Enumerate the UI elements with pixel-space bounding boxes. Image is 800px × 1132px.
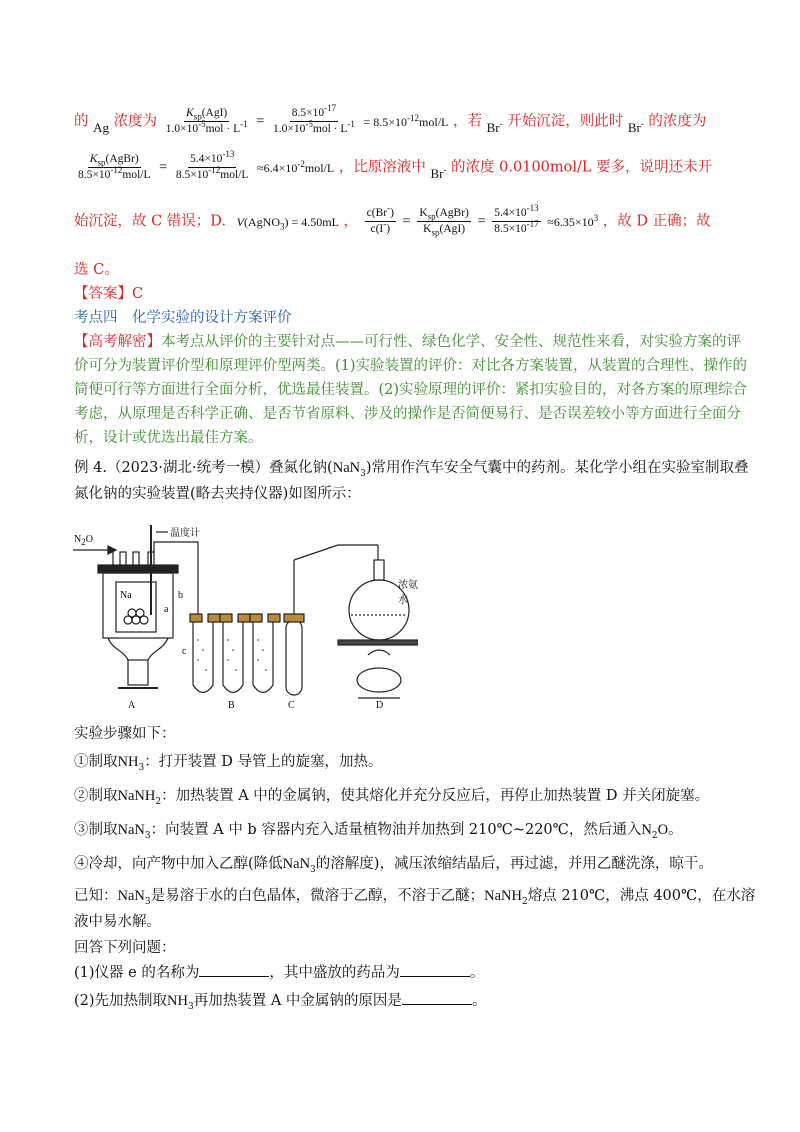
text: ，若: [452, 113, 482, 130]
example-line-2: 氮化钠的实验装置(略去夹持仪器)如图所示：: [74, 486, 361, 502]
formula: NaNH: [117, 788, 156, 804]
text: (AgNO: [243, 214, 280, 229]
formula: NaNH: [484, 888, 522, 904]
exp: -13: [222, 149, 235, 160]
text: 例 4.（2023·湖北·统考一模）叠氮化钠(: [74, 460, 333, 476]
text: 熔点 210℃，沸点 400℃，在水溶: [527, 888, 756, 904]
num: 5.4×10: [494, 207, 527, 219]
label-D: D: [376, 700, 384, 711]
step-2: [74, 786, 709, 806]
unit: mol/L: [220, 169, 249, 181]
exp: -1: [240, 119, 248, 130]
result: ≈6.35×10: [547, 214, 594, 229]
unit: mol · L: [312, 123, 348, 135]
subscript: 3: [360, 468, 366, 479]
fraction-ksp-agi: [164, 106, 250, 137]
analysis-line-3: 始沉淀，故 C 错误；D. V(AgNO$_3$) = 4.50mL ， $\frac{c(Br^-)}{c(I^-)}$ = $\frac{K_{sp}(AgBr)}{K_{sp}(AgI)}$ = $\frac{5.4\times 10^{-13}}{8.5\times 10^{-17}}$ $\approx 6.35\times 10^3$ ，故 D 正确；故: [74, 203, 711, 238]
outer-vessel-a: [103, 573, 173, 638]
subscript: sp: [193, 111, 202, 122]
arg: (AgI): [439, 223, 466, 235]
formula: NH: [117, 754, 139, 770]
subscript: 3: [138, 762, 145, 773]
num: 5.4×10: [189, 153, 223, 165]
text: 的: [74, 113, 89, 130]
text: )常用作汽车安全气囊中的药剂。某化学小组在实验室制取叠: [365, 460, 749, 476]
text: ②制取: [74, 788, 118, 804]
formula: NH: [167, 993, 188, 1009]
fraction-numeric-2: [174, 149, 251, 183]
den: 8.5×10: [494, 223, 527, 235]
answer-blank-1[interactable]: [199, 962, 269, 977]
exam-decode-line-4: 考虑，从原理是否科学正确、是否节省原料、涉及的操作是否简便易行、是否误差较小等方面进行全面分: [74, 406, 741, 422]
step-4: [74, 854, 713, 874]
arg: (AgBr): [435, 207, 469, 219]
text: ) = 4.50mL: [284, 214, 339, 229]
text: ，其中盛放的药品为: [269, 965, 400, 981]
section-title: 考点四 化学实验的设计方案评价: [74, 310, 292, 326]
unit: mol/L: [304, 160, 335, 175]
exp: -13: [526, 203, 539, 214]
step-3: [74, 820, 683, 840]
u-tube-3: [253, 620, 273, 693]
den: 8.5×10: [175, 169, 209, 181]
label-c: c: [182, 646, 187, 657]
label-B: B: [228, 700, 235, 711]
subscript: 3: [144, 896, 151, 907]
formula: O: [657, 822, 669, 838]
test-tube-c: [286, 620, 302, 695]
subscript: 3: [310, 864, 316, 875]
question-2: [74, 990, 486, 1011]
step-1: [74, 752, 383, 772]
text: (2)先加热制取: [74, 993, 168, 1009]
text: 。: [668, 822, 683, 838]
formula: NaN: [117, 888, 145, 904]
den: 1.0×10: [165, 123, 199, 135]
text: O: [85, 534, 93, 545]
fraction-conc-ratio: $\frac{c(Br^-)}{c(I^-)}$: [366, 203, 394, 235]
u-tube-1: [193, 620, 213, 693]
label-ammonia: 浓氨水: [398, 580, 418, 606]
num: 8.5×10: [291, 107, 325, 119]
br-symbol: Br: [627, 119, 641, 135]
arrow-icon: [108, 546, 116, 554]
exam-decode-line-3: 简便可行等方面进行全面分析，优选最佳装置。(2)实验原理的评价：紧扣实验目的，对各方案的原理综合: [74, 382, 748, 398]
text: 的浓度为: [648, 113, 707, 130]
unit: mol/L: [419, 114, 449, 129]
answer-blank-2[interactable]: [400, 962, 470, 977]
ksp-symbol: K: [89, 153, 98, 165]
label-n2o: [74, 534, 93, 545]
fraction-ksp-agbr: [76, 152, 153, 183]
br-symbol: Br: [430, 165, 444, 181]
unit: mol/L: [122, 169, 151, 181]
text: 始沉淀，故 C 错误；D.: [74, 213, 227, 230]
fraction-ksp-ratio: $\frac{K_{sp}(AgBr)}{K_{sp}(AgI)}$: [419, 207, 469, 238]
formula: N: [641, 822, 652, 838]
exam-decode-line-5: 析，设计或优选出最佳方案。: [74, 430, 263, 446]
formula: NaN: [117, 822, 145, 838]
ag-symbol: Ag: [93, 119, 109, 135]
text: 的浓度 0.0100mol/L 要多，说明还未开: [451, 159, 713, 176]
text: N: [74, 534, 82, 545]
steps-intro: 实验步骤如下：: [74, 726, 176, 742]
den: 1.0×10: [273, 123, 306, 135]
text: ：加热装置 A 中的金属钠，使其熔化并充分反应后，再停止加热装置 D 并关闭旋塞。: [161, 788, 710, 804]
subscript: 3: [188, 1001, 194, 1012]
subscript: sp: [97, 157, 106, 168]
fraction-numeric-1: [271, 103, 357, 137]
text: 开始沉淀，则此时: [507, 113, 624, 130]
exp: 3: [593, 212, 599, 223]
apparatus-diagram: [68, 520, 418, 720]
exam-decode-label: 【高考解密】: [74, 334, 161, 350]
text: ，比原溶液中: [338, 159, 426, 176]
text: 本考点从评价的主要针对点——可行性、绿色化学、安全性、规范性来看，对实验方案的评: [161, 334, 741, 350]
text: 。: [471, 993, 487, 1009]
text: 是易溶于水的白色晶体，微溶于乙醇，不溶于乙醚；: [150, 888, 485, 904]
questions-intro: 回答下列问题：: [74, 940, 176, 956]
question-1: [74, 962, 484, 983]
den: K: [423, 223, 432, 235]
ksp-symbol: K: [186, 107, 194, 119]
den: 8.5×10: [78, 169, 111, 181]
result: = 8.5×10: [363, 114, 408, 129]
burner: [357, 668, 401, 692]
flask-neck: [374, 560, 384, 580]
text: ：打开装置 D 导管上的旋塞，加热。: [144, 754, 383, 770]
label-a: a: [164, 604, 169, 615]
support-plate: [338, 640, 418, 645]
subscript: 2: [521, 896, 528, 907]
subscript: 2: [651, 830, 658, 841]
text: 再加热装置 A 中金属钠的原因是: [193, 993, 402, 1009]
apparatus-figure: [68, 520, 418, 720]
exp: -17: [324, 103, 337, 114]
label-A: A: [128, 700, 136, 711]
exp: -2: [297, 158, 305, 169]
u-tube-2: [223, 620, 243, 693]
text: ①制取: [74, 754, 118, 770]
example-line-1: [74, 458, 749, 478]
exp: -17: [526, 219, 539, 230]
exam-decode-line-1: [74, 332, 741, 352]
answer-blank-3[interactable]: [402, 990, 472, 1005]
exam-decode-line-2: 价可分为装置评价型和原理评价型两类。(1)实验装置的评价：对比各方案装置，从装置的合理性、操作的: [74, 358, 748, 374]
subscript: 2: [155, 796, 162, 807]
text: 浓度为: [113, 113, 158, 130]
text: ，: [343, 213, 359, 230]
ksp-arg: (AgI): [201, 107, 228, 119]
exp: -12: [208, 165, 221, 176]
num: K: [419, 207, 428, 219]
exp: -5: [198, 119, 206, 130]
text: ：向装置 A 中 b 容器内充入适量植物油并加热到 210℃~220℃，然后通入: [150, 822, 642, 838]
exp: -5: [305, 119, 313, 130]
label-thermometer: 温度计: [170, 528, 200, 539]
label-C: C: [288, 700, 295, 711]
br-symbol: Br: [486, 119, 500, 135]
den: c(I: [370, 223, 384, 235]
label-na: Na: [120, 590, 132, 601]
result: ≈6.4×10: [257, 160, 298, 175]
subscript: 2: [81, 537, 86, 547]
ksp-arg: (AgBr): [105, 153, 139, 165]
analysis-line-2: $\frac{K_{sp}(AgBr)}{8.5\times 10^{-12}mol/L}$ = $\frac{5.4\times 10^{-13}}{8.5\times 10^{-12}mol/L}$ $\approx 6.4\times 10^{-2}mol/L$ ，比原溶液中 Br- 的浓度 0.0100mol/L 要多，说明还未开: [78, 149, 713, 181]
text: 。: [469, 965, 485, 981]
text: ④冷却，向产物中加入乙醇(降低: [74, 856, 283, 872]
exp: -12: [407, 112, 420, 123]
subscript: 3: [144, 830, 151, 841]
formula: NaN: [332, 460, 361, 476]
unit: mol · L: [205, 123, 241, 135]
answer-label: 【答案】C: [74, 286, 144, 302]
analysis-line-4: 选 C。: [74, 262, 119, 278]
text: (1)仪器 e 的名称为: [74, 965, 200, 981]
text: ，故 D 正确；故: [602, 213, 711, 230]
text: 已知：: [74, 888, 118, 904]
known-line-1: [74, 886, 755, 906]
exp: -1: [347, 119, 355, 130]
known-line-2: 液中易水解。: [74, 914, 161, 930]
text: ③制取: [74, 822, 118, 838]
num: c(Br: [366, 207, 388, 219]
label-b: b: [178, 590, 183, 601]
fraction-numeric-3: [492, 203, 540, 237]
analysis-line-1: 的 Ag 浓度为 $\frac{K_{sp}(AgI)}{1.0\times 10^{-5}mol \cdot L^{-1}}$ = $\frac{8.5\times 10^{-17}}{1.0\times 10^{-5}mol \cdot L^{-1}}$ = $8.5\times 10^{-12}mol/L$ ，若 Br- 开始沉淀，则此时 Br- 的浓度为: [74, 103, 707, 135]
v-symbol: V: [236, 214, 244, 229]
exp: -12: [110, 165, 123, 176]
text: 的溶解度)，减压浓缩结晶后，再过滤，并用乙醚洗涤，晾干。: [315, 856, 713, 872]
formula: NaN: [282, 856, 311, 872]
